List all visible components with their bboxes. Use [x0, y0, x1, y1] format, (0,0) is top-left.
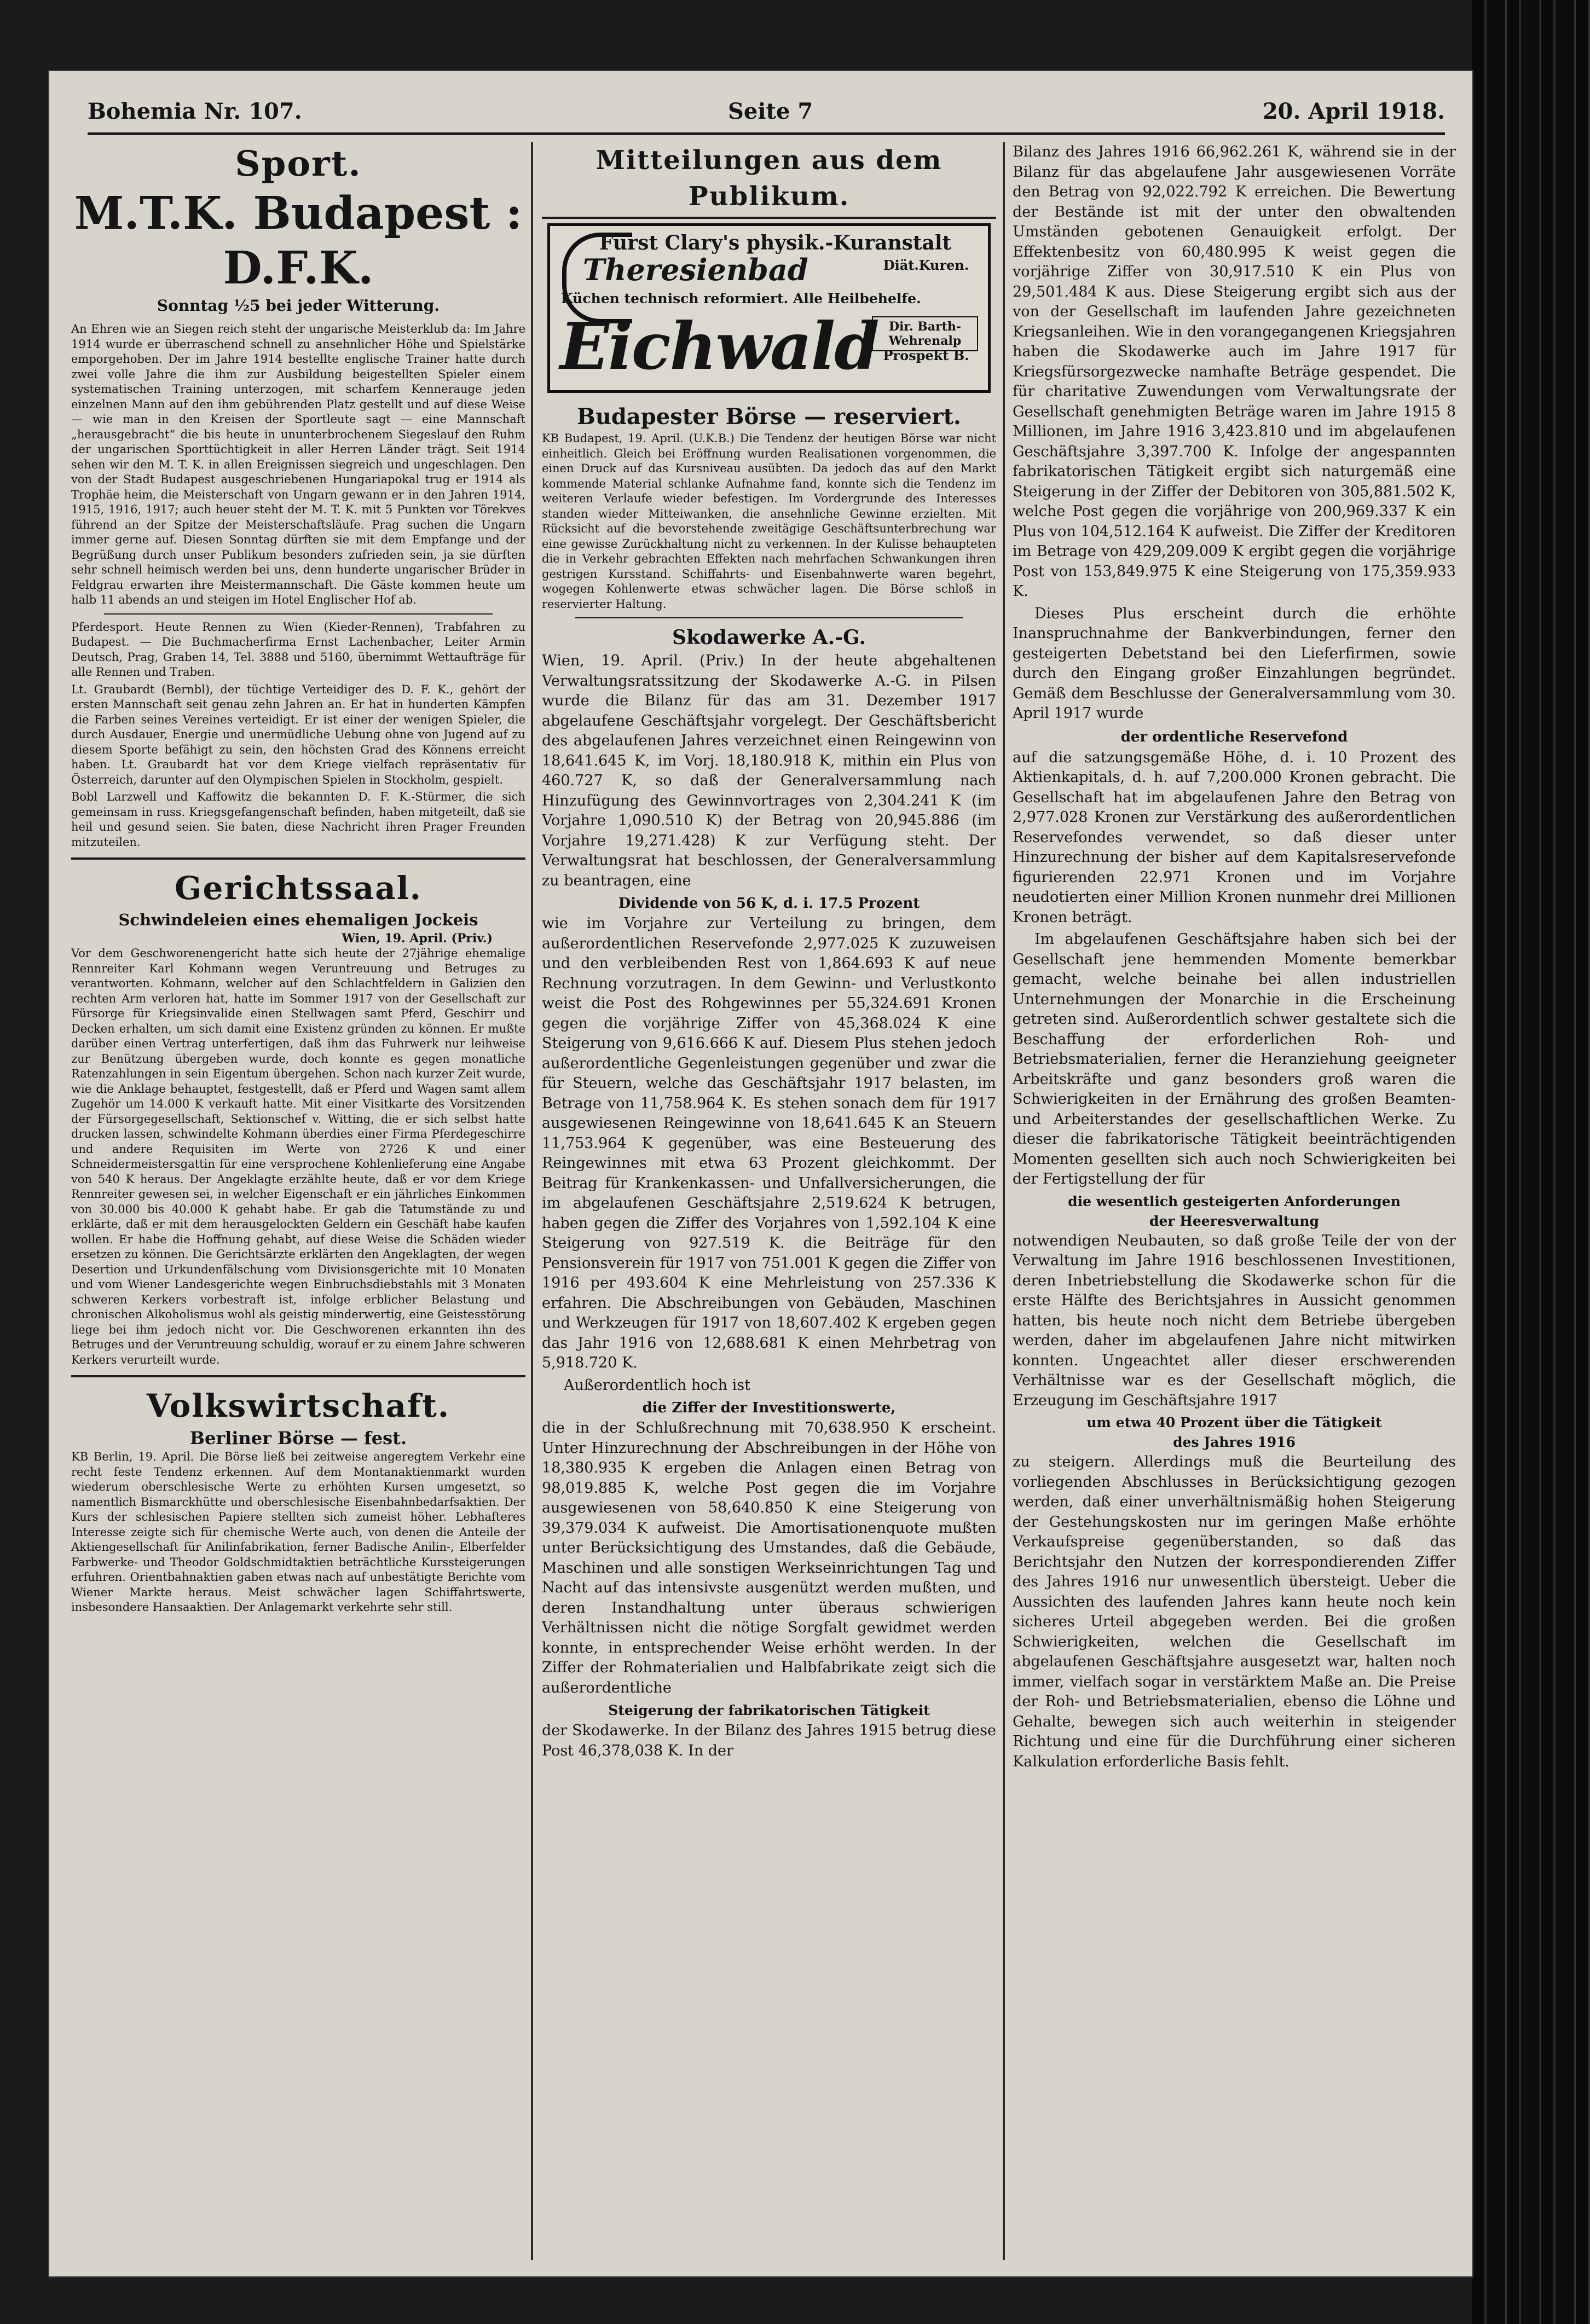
- requirements-heading-2: der Heeresverwaltung: [1149, 1213, 1320, 1229]
- article-text: Bobl Larzwell und Kaffowitz die bekannten D. F. K.-Stürmer, die sich gemeinsam in russ. Kriegsgefangenschaft befinden, haben mitgeteilt, daß sie heil und gesund seien. Sie baten, diese Nachricht ihren Prager Freunden mitzuteilen.: [71, 790, 525, 849]
- article-text: wie im Vorjahre zur Verteilung zu bringen, dem außerordentlichen Reservefonde 2,977.025 K zuzuweisen und den verbleibenden Rest von 1,864.693 K auf neue Rechnung vorzutragen. In dem Gewinn- und Verlustkonto weist die Post des Rohgewinnes per 55,324.691 Kronen gegen die vorjährige Ziffer von 45,368.024 K eine Steigerung von 9,616.666 K auf. Diesem Plus stehen jedoch außerordentliche Gegenleistungen gegenüber und zwar die für Steuern, welche das Geschäftsjahr 1917 belasten, im Betrage von 11,758.964 K. Es stehen sonach dem für 1917 ausgewiesenen Reingewinne von 18,641.645 K an Steuern 11,753.964 K gegenüber, was eine Besteuerung des Reingewinnes mit etwa 63 Prozent gleichkommt. Der Beitrag für Krankenkassen- und Unfallversicherungen, die im abgelaufenen Geschäftsjahre 2,519.624 K betrugen, haben gegen die Ziffer des Vorjahres von 1,592.104 K eine Steigerung von 927.519 K. die Beiträge für den Pensionsverein für 1917 von 751.001 K gegen die Ziffer von 1916 per 493.604 K eine Mehrleistung von 257.336 K erfahren. Die Abschreibungen von Gebäuden, Maschinen und Werkzeugen für 1917 von 18,607.402 K ergeben gegen das Jahr 1916 von 12,688.681 K einen Mehrbetrag von 5,918.720 K.: [542, 915, 996, 1371]
- bourse-title: Budapester Börse — reserviert.: [577, 404, 961, 430]
- column-3: [1013, 142, 1456, 2260]
- steigerung-heading: Steigerung der fabrikatorischen Tätigkeit: [608, 1702, 930, 1718]
- section-title-sport: Sport.: [235, 143, 362, 184]
- article-text: die in der Schlußrechnung mit 70,638.950 K erscheint. Unter Hinzurechnung der Abschreibungen in der Höhe von 18,380.935 K ergeben die Anlagen einen Betrag von 98,019.885 K, welche Post gegen die im Vorjahre ausgewiesenen von 58,640.850 K eine Steigerung von 39,379.034 K aufweist. Die Amortisationenquote mußten unter Berücksichtigung des Umstandes, daß die Gebäude, Maschinen und alle sonstigen Werkseinrichtungen Tag und Nacht auf das intensivste ausgenützt werden mußten, und deren Instandhaltung unter überaus schwierigen Verhältnissen nicht die nötige Sorgfalt gewidmet werden konnte, in entsprechender Weise erhöht werden. In der Ziffer der Rohmaterialien und Halbfabrikate zeigt sich die außerordentliche: [542, 1419, 996, 1696]
- match-title: M.T.K. Budapest : D.F.K.: [74, 187, 523, 294]
- article-text: Außerordentlich hoch ist: [564, 1376, 750, 1394]
- ad-subline: Küchen technisch reformiert. Alle Heilbehelfe.: [561, 291, 921, 306]
- ad-top-line: Fürst Clary's physik.-Kuranstalt: [599, 231, 952, 254]
- article-text: KB Berlin, 19. April. Die Börse ließ bei zeitweise angeregtem Verkehr eine recht feste Tendenz erkennen. Auf dem Montanaktienmarkt wurden wiederum oberschlesische Werte zu erhöhten Kursen umgesetzt, so namentlich Bismarckhütte und oberschlesische Eisenbahnbedarfsaktien. Der Kurs der schlesischen Papiere stellten sich zumeist höher. Lebhafteres Interesse zeigte sich für chemische Werte auch, von denen die Anteile der Aktiengesellschaft für Anilinfabrikation, ferner Badische Anilin-, Elberfelder Farbwerke- und Theodor Goldschmidtaktien beträchtliche Kurssteigerungen erfuhren. Orientbahnaktien gaben etwas nach auf unbestätigte Berichte vom Wiener Markte heraus. Meist schwächer lagen Schiffahrtswerte, insbesondere Hansaaktien. Der Anlagemarkt verkehrte sehr still.: [71, 1450, 525, 1614]
- article-text: Lt. Graubardt (Bernbl), der tüchtige Verteidiger des D. F. K., gehört der ersten Mannschaft seit genau zehn Jahren an. Er hat in hunderten Kämpfen die Farben seines Vereines verteidigt. Er ist einer der wenigen Spieler, die durch Ausdauer, Energie und unermüdliche Uebung ohne von Jugend auf zu diesem Sporte befähigt zu sein, den höchsten Grad des Könnens erreicht haben. Lt. Graubardt hat vor dem Kriege vielfach repräsentativ für Österreich, darunter auf den Olympischen Spielen in Stockholm, gespielt.: [71, 682, 525, 786]
- article-text: Im abgelaufenen Geschäftsjahre haben sich bei der Gesellschaft jene hemmenden Momente bemerkbar gemacht, welche beinahe bei allen industriellen Unternehmungen der Monarchie in die Erscheinung getreten sind. Außerordentlich schwer gestaltete sich die Beschaffung der erforderlichen Roh- und Betriebsmaterialien, ferner die Heranziehung geeigneter Arbeitskräfte und ganz besonders groß waren die Schwierigkeiten in der Ernährung des großen Beamten- und Arbeiterstandes der gesellschaftlichen Werke. Zu dieser die fabrikatorische Tätigkeit beeinträchtigenden Momenten gesellten sich auch noch Schwierigkeiten bei der Fertigstellung der für: [1013, 931, 1456, 1187]
- ad-prospectus: Prospekt B.: [883, 347, 969, 363]
- skoda-title: Skodawerke A.-G.: [672, 626, 866, 649]
- section-title-public: Mitteilungen aus dem Publikum.: [542, 142, 996, 219]
- article-text: Bilanz des Jahres 1916 66,962.261 K, während sie in der Bilanz für das abgelaufene Jahr ausgewiesenen Vorräte den Betrag von 92,022.792 K erreichen. Die Bewertung der Bestände ist mit der unter den obwaltenden Umständen gebotenen Genauigkeit erfolgt. Der Effektenbesitz von 60,480.995 K weist gegen die vorjährige Ziffer von 30,917.510 K ein Plus von 29,501.484 K aus. Diese Steigerung ergibt sich aus der von der Gesellschaft im laufenden Jahre gezeichneten Kriegsanleihen. Wie in den vorangegangenen Kriegsjahren haben die Skodawerke auch im Jahre 1917 für Kriegsfürsorgezwecke namhafte Beträge gespendet. Die für charitative Zuwendungen vom Verwaltungsrate der Gesellschaft genehmigten Beträge waren im Jahre 1915 8 Millionen, im Jahre 1916 3,423.810 und im abgelaufenen Geschäftsjahre 3,397.700 K. Infolge der angespannten fabrikatorischen Tätigkeit ergibt sich naturgemäß eine Steigerung in der Ziffer der Debitoren von 305,881.502 K, welche Post gegen die vorjährige von 200,969.337 K ein Plus von 104,512.164 K aufweist. Die Ziffer der Kreditoren im Betrage von 429,209.009 K ergibt gegen die vorjährige Post von 153,849.975 K eine Steigerung von 175,359.933 K.: [1013, 143, 1456, 600]
- header-center: Seite 7: [728, 98, 813, 124]
- article-text: Dieses Plus erscheint durch die erhöhte Inanspruchnahme der Bankverbindungen, ferner den gesteigerten Debetstand bei den Lieferfirmen, sowie durch den Eingang großer Einzahlungen begründet. Gemäß dem Beschlusse der Generalversammlung vom 30. April 1917 wurde: [1013, 605, 1456, 722]
- divider: [71, 857, 525, 860]
- court-subtitle: Schwindeleien eines ehemaligen Jockeis: [118, 911, 478, 929]
- invest-heading: die Ziffer der Investitionswerte,: [642, 1400, 896, 1416]
- page-header: [88, 93, 1445, 131]
- article-text: KB Budapest, 19. April. (U.K.B.) Die Tendenz der heutigen Börse war nicht einheitlich. Gleich bei Eröffnung wurden Realisationen vorgenommen, die einen Druck auf das Kursniveau ausübten. Da jedoch das auf den Markt kommende Material schlanke Aufnahme fand, konnte sich die Tendenz im weiteren Verlaufe wieder befestigen. Im Vordergrunde des Interesses standen wieder Mitteiwanken, die ansehnliche Gewinne erzielten. Mit Rücksicht auf die bevorstehende zweitägige Geschäftsunterbrechung war eine gewisse Zurückhaltung nicht zu verkennen. In der Kulisse behaupteten die in Verkehr gebrachten Effekten nach mehrfachen Schwankungen ihren gestrigen Kursstand. Schiffahrts- und Eisenbahnwerte waren begehrt, wogegen Kohlenwerte etwas schwächer lagen. Die Börse schloß in reservierter Haltung.: [542, 432, 996, 611]
- scan-black-edge: [1472, 0, 1590, 2324]
- article-text: notwendigen Neubauten, so daß große Teile der von der Verwaltung im Jahre 1916 beschlossenen Investitionen, deren Inbetriebstellung die Skodawerke schon für die erste Hälfte des Berichtsjahres in Aussicht genommen hatten, bis heute noch nicht dem Betriebe übergeben werden, daher im abgelaufenen Jahre nicht mitwirken konnten. Ungeachtet aller dieser erschwerenden Verhältnisse war es der Gesellschaft möglich, die Erzeugung im Geschäftsjahre 1917: [1013, 1232, 1456, 1409]
- ad-diet: Diät.Kuren.: [883, 257, 969, 273]
- match-subtitle: Sonntag ½5 bei jeder Witterung.: [157, 297, 440, 315]
- header-left: Bohemia Nr. 107.: [88, 98, 302, 124]
- article-text: auf die satzungsgemäße Höhe, d. i. 10 Prozent des Aktienkapitals, d. h. auf 7,200.000 Kronen gebracht. Die Gesellschaft hat im abgelaufenen Jahre den Betrag von 2,977.028 Kronen zur Verstärkung des außerordentlichen Reservefondes verwendet, so daß dieser unter Hinzurechnung der bisher auf dem Kapitalsreservefonde figurierenden 22.971 Kronen und im Vorjahre neudotierten einer Million Kronen nunmehr drei Millionen Kronen beträgt.: [1013, 749, 1456, 926]
- article-text: An Ehren wie an Siegen reich steht der ungarische Meisterklub da: Im Jahre 1914 wurde er überraschend schnell zu ansehnlicher Höhe und Spielstärke emporgehoben. Der im Jahre 1914 bestellte englische Trainer hatte durch zwei volle Jahre die ihm zur Ausbildung beigestellten Spieler einem systematischen Training unterzogen, mit scharfem Kennerauge jeden einzelnen Mann auf den ihm gebührenden Platz gestellt und auf diese Weise — wie man in den Kreisen der Sportleute sagt — eine Mannschaft „herausgebracht“ die bis heute in ununterbrochenem Siegeslauf den Ruhm der ungarischen Sporttüchtigkeit in aller Herren Länder trägt. Seit 1914 sehen wir den M. T. K. in allen Ereignissen siegreich und ungeschlagen. Den von der Stadt Budapest ausgeschriebenen Hungariapokal trug er 1914 als Trophäe heim, die Meisterschaft von Ungarn gewann er in den Jahren 1914, 1915, 1916, 1917; auch heuer steht der M. T. K. mit 5 Punkten vor Törekves führend an der Spitze der Meisterschaftsläufe. Prag suchen die Ungarn immer gerne auf. Diesen Sonntag dürften sie mit dem Empfange und der Begrüßung durch unser Publikum besonders zufrieden sein, ja sie dürften sehr schnell heimisch werden bei uns, denn hunderte ungarischer Brüder in Feldgrau erwarten ihre Meistermannschaft. Die Gäste kommen heute um halb 11 abends an und steigen im Hotel Englischer Hof ab.: [71, 322, 525, 606]
- header-right: 20. April 1918.: [1262, 98, 1445, 124]
- column-divider: [531, 142, 533, 2260]
- berlin-subtitle: Berliner Börse — fest.: [189, 1428, 407, 1448]
- article-text: Pferdesport. Heute Rennen zu Wien (Kieder-Rennen), Trabfahren zu Budapest. — Die Buchmacherfirma Ernst Lachenbacher, Leiter Armin Deutsch, Prag, Graben 14, Tel. 3888 und 5160, übernimmt Wettaufträge für alle Rennen und Traben.: [71, 620, 525, 679]
- section-title-economy: Volkswirtschaft.: [146, 1387, 450, 1424]
- ad-director: Dir. Barth-Wehrenalp: [872, 316, 978, 351]
- court-dateline: Wien, 19. April. (Priv.): [342, 931, 493, 946]
- percent-heading: um etwa 40 Prozent über die Tätigkeit: [1086, 1415, 1382, 1430]
- section-title-court: Gerichtssaal.: [175, 870, 422, 907]
- article-text: zu steigern. Allerdings muß die Beurteilung des vorliegenden Abschlusses in Berücksichtigung gezogen werden, daß einer unverhältnismäßig hohen Steigerung der Gestehungskosten nur im geringen Maße erhöhte Verkaufspreise gegenüberstanden, so daß das Berichtsjahr den Nutzen der korrespondierenden Ziffer des Jahres 1916 nur unwesentlich übersteigt. Ueber die Aussichten des laufenden Jahres kann heute noch kein sicheres Urteil abgegeben werden. Bei die großen Schwierigkeiten, welchen die Gesellschaft im abgelaufenen Geschäftsjahre ausgesetzt war, halten noch immer, vielfach sogar in verstärktem Maße an. Die Preise der Roh- und Betriebsmaterialien, ebenso die Löhne und Gehalte, bewegen sich auch weiterhin in steigender Richtung und eine für die Durchführung einer sicheren Kalkulation erforderliche Basis fehlt.: [1013, 1453, 1456, 1770]
- column-2: [542, 142, 996, 2260]
- article-text: der Skodawerke. In der Bilanz des Jahres 1915 betrug diese Post 46,378,038 K. In der: [542, 1722, 996, 1759]
- requirements-heading: die wesentlich gesteigerten Anforderungen: [1068, 1193, 1401, 1209]
- divider: [104, 613, 493, 615]
- reserve-heading: der ordentliche Reservefond: [1120, 728, 1348, 745]
- dividend-heading: Dividende von 56 K, d. i. 17.5 Prozent: [618, 895, 920, 912]
- divider: [575, 617, 963, 618]
- percent-heading-2: des Jahres 1916: [1173, 1434, 1296, 1450]
- article-text: Vor dem Geschworenengericht hatte sich heute der 27jährige ehemalige Rennreiter Karl Kohmann wegen Veruntreuung und Betruges zu verantworten. Kohmann, welcher auf den Schlachtfeldern in Galizien den rechten Arm verloren hat, hatte im Sommer 1917 von der Gesellschaft zur Fürsorge für Kriegsinvalide einen Stellwagen samt Pferd, Geschirr und Decken erhalten, um sich damit eine Existenz gründen zu können. Er mußte darüber einen Vertrag unterfertigen, daß ihm das Fuhrwerk nur leihweise zur Benützung übergeben wurde, doch konnte es gegen monatliche Ratenzahlungen in sein Eigentum übergehen. Schon nach kurzer Zeit wurde, wie die Anklage behauptet, festgestellt, daß er Pferd und Wagen samt allem Zugehör um 14.000 K verkauft hatte. Mit einer Visitkarte des Vorsitzenden der Fürsorgegesellschaft, Sektionschef v. Witting, die er sich selbst hatte drucken lassen, schwindelte Kohmann überdies einer Firma Pferdegeschirre und andere Requisiten im Werte von 2726 K und einer Schneidermeistersgattin für eine versprochene Kohlenlieferung eine Angabe von 540 K heraus. Der Angeklagte erzählte heute, daß er vor dem Kriege Rennreiter gewesen sei, in welcher Eigenschaft er ein jährliches Einkommen von 30.000 bis 40.000 K gehabt habe. Er gab die Tatumstände zu und erklärte, daß er mit dem herausgelockten Geldern ein Geschäft habe kaufen wollen. Er habe die Hoffnung gehabt, auf diese Weise die Schäden wieder ersetzen zu können. Die Gerichtsärzte erklärten den Angeklagten, der wegen Desertion und Urkundenfälschung vom Divisionsgerichte mit 10 Monaten und vom Wiener Landesgerichte wegen Einbruchsdiebstahls mit 3 Monaten schweren Kerkers vorbestraft ist, infolge erblicher Belastung und chronischen Alkoholismus wohl als geistig minderwertig, eine Geistesstörung liege bei ihm jedoch nicht vor. Die Geschworenen erkannten ihn des Betruges und der Veruntreuung schuldig, worauf er zu einem Jahre schweren Kerkers verurteilt wurde.: [71, 947, 525, 1366]
- divider: [71, 1375, 525, 1377]
- column-divider: [1003, 142, 1005, 2260]
- advertisement-eichwald: [547, 223, 991, 393]
- ad-theresienbad: Theresienbad: [583, 252, 808, 287]
- newspaper-page: [49, 71, 1472, 2276]
- ad-eichwald: Eichwald: [560, 308, 878, 384]
- header-rule: [88, 132, 1445, 135]
- article-text: Wien, 19. April. (Priv.) In der heute abgehaltenen Verwaltungsratssitzung der Skodawerke A.-G. in Pilsen wurde die Bilanz für das am 31. Dezember 1917 abgelaufene Geschäftsjahr vorgelegt. Der Geschäftsbericht des abgelaufenen Jahres verzeichnet einen Reingewinn von 18,641.645 K, im Vorj. 18,180.918 K, mithin ein Plus von 460.727 K, so daß der Generalversammlung nach Hinzufügung des Gewinnvortrages von 2,304.241 K (im Vorjahre 1,090.510 K) der Betrag von 20,945.886 (im Vorjahre 19,271.428) K zur Verfügung steht. Der Verwaltungsrat hat beschlossen, der Generalversammlung zu beantragen, eine: [542, 652, 996, 889]
- column-1: [71, 142, 525, 2260]
